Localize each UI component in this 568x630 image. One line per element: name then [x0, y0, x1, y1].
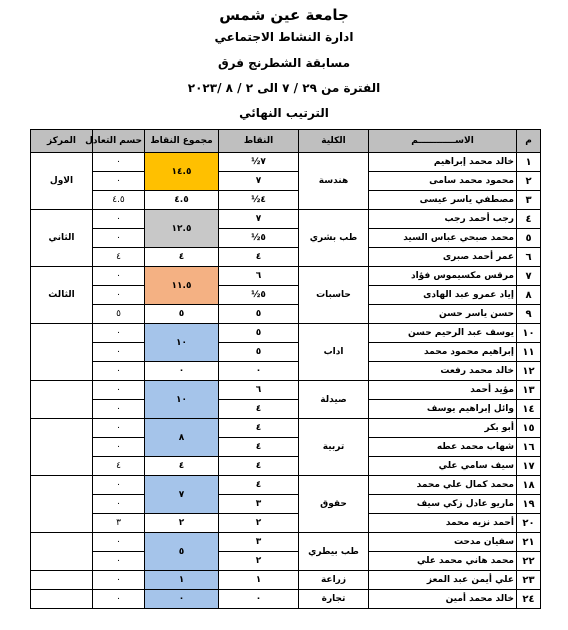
faculty-cell: طب بيطري — [299, 533, 369, 571]
col-tiebreak-header: حسم التعادل — [93, 130, 145, 153]
sub-total-cell: ٥ — [145, 305, 219, 324]
group-total-cell: ١٠ — [145, 381, 219, 419]
points-cell: ٦ — [219, 267, 299, 286]
player-name: خالد محمد رفعت — [369, 362, 517, 381]
faculty-cell: زراعة — [299, 571, 369, 590]
row-number: ٣ — [517, 191, 541, 210]
faculty-cell: طب بشري — [299, 210, 369, 267]
tiebreak-cell: ٤.٥ — [93, 191, 145, 210]
tiebreak-cell: ٠ — [93, 590, 145, 609]
points-cell: ٤ — [219, 400, 299, 419]
points-cell: ٤ — [219, 438, 299, 457]
row-number: ٥ — [517, 229, 541, 248]
tiebreak-cell: ٠ — [93, 476, 145, 495]
table-row — [31, 267, 541, 286]
faculty-cell: تجارة — [299, 590, 369, 609]
table-row — [31, 324, 541, 343]
sub-total-cell: ٤ — [145, 248, 219, 267]
row-number: ١٢ — [517, 362, 541, 381]
sub-total-cell: ٤.٥ — [145, 191, 219, 210]
table-row — [31, 552, 541, 571]
points-cell: ٥ — [219, 305, 299, 324]
tiebreak-cell: ٠ — [93, 267, 145, 286]
rank-cell — [31, 381, 93, 419]
col-rank-header: المركز — [31, 130, 93, 153]
row-number: ٢٣ — [517, 571, 541, 590]
points-cell: ٣ — [219, 495, 299, 514]
table-row — [31, 210, 541, 229]
rank-cell: الثاني — [31, 210, 93, 267]
player-name: محمد كمال علي محمد — [369, 476, 517, 495]
table-row — [31, 400, 541, 419]
points-cell: ٥½ — [219, 286, 299, 305]
rank-cell: الثالث — [31, 267, 93, 324]
results-body — [31, 153, 541, 609]
sub-total-cell: ٢ — [145, 514, 219, 533]
points-cell: ٤½ — [219, 191, 299, 210]
player-name: سفيان مدحت — [369, 533, 517, 552]
tiebreak-cell: ٠ — [93, 343, 145, 362]
player-name: مرقس مكسيموس فؤاد — [369, 267, 517, 286]
rank-cell — [31, 571, 93, 590]
group-total-cell: ١٢.٥ — [145, 210, 219, 248]
table-row — [31, 343, 541, 362]
tiebreak-cell: ٠ — [93, 438, 145, 457]
group-total-cell: ٠ — [145, 590, 219, 609]
table-row — [31, 438, 541, 457]
group-total-cell: ١٠ — [145, 324, 219, 362]
row-number: ١١ — [517, 343, 541, 362]
table-row — [31, 457, 541, 476]
row-number: ٤ — [517, 210, 541, 229]
player-name: إياد عمرو عبد الهادى — [369, 286, 517, 305]
points-cell: ٤ — [219, 248, 299, 267]
row-number: ٩ — [517, 305, 541, 324]
tiebreak-cell: ٠ — [93, 419, 145, 438]
table-row — [31, 248, 541, 267]
tiebreak-cell: ٠ — [93, 210, 145, 229]
col-num-header: م — [517, 130, 541, 153]
points-cell: ٣ — [219, 533, 299, 552]
player-name: أحمد نزيه محمد — [369, 514, 517, 533]
tiebreak-cell: ٠ — [93, 153, 145, 172]
tiebreak-cell: ٠ — [93, 286, 145, 305]
table-row — [31, 229, 541, 248]
player-name: أبو بكر — [369, 419, 517, 438]
row-number: ٢٠ — [517, 514, 541, 533]
rank-cell — [31, 476, 93, 533]
tiebreak-cell: ٠ — [93, 324, 145, 343]
faculty-cell: تربية — [299, 419, 369, 476]
player-name: رجب أحمد رجب — [369, 210, 517, 229]
table-row — [31, 571, 541, 590]
row-number: ٧ — [517, 267, 541, 286]
points-cell: ٥ — [219, 324, 299, 343]
table-row — [31, 419, 541, 438]
subtitle-text: الترتيب النهائي — [239, 106, 329, 120]
group-total-cell: ١١.٥ — [145, 267, 219, 305]
player-name: خالد محمد أمين — [369, 590, 517, 609]
table-row — [31, 153, 541, 172]
player-name: علي أيمن عبد المعز — [369, 571, 517, 590]
department-title: ادارة النشاط الاجتماعي — [214, 30, 354, 44]
row-number: ٢٢ — [517, 552, 541, 571]
faculty-cell: حقوق — [299, 476, 369, 533]
points-cell: ٠ — [219, 590, 299, 609]
points-cell: ٥ — [219, 343, 299, 362]
row-number: ١٧ — [517, 457, 541, 476]
col-points-header: النقاط — [219, 130, 299, 153]
col-total-header: مجموع النقاط — [145, 130, 219, 153]
player-name: خالد محمد إبراهيم — [369, 153, 517, 172]
tiebreak-cell: ٠ — [93, 533, 145, 552]
player-name: مصطفي ياسر عيسى — [369, 191, 517, 210]
player-name: سيف سامي علي — [369, 457, 517, 476]
points-cell: ٤ — [219, 419, 299, 438]
results-table — [30, 129, 541, 609]
player-name: عمر أحمد صبرى — [369, 248, 517, 267]
row-number: ١٣ — [517, 381, 541, 400]
player-name: وائل إبراهيم يوسف — [369, 400, 517, 419]
points-cell: ٧ — [219, 210, 299, 229]
row-number: ٦ — [517, 248, 541, 267]
player-name: يوسف عبد الرحيم حسن — [369, 324, 517, 343]
tiebreak-cell: ٠ — [93, 552, 145, 571]
points-cell: ٢ — [219, 552, 299, 571]
player-name: شهاب محمد عطه — [369, 438, 517, 457]
points-cell: ٠ — [219, 362, 299, 381]
table-row — [31, 305, 541, 324]
period-text: الفترة من ٢٩ / ٧ الى ٢ / ٨ /٢٠٢٣ — [187, 81, 381, 95]
row-number: ١٦ — [517, 438, 541, 457]
table-row — [31, 476, 541, 495]
row-number: ١٤ — [517, 400, 541, 419]
col-faculty-header: الكلية — [299, 130, 369, 153]
rank-cell — [31, 324, 93, 381]
group-total-cell: ٥ — [145, 533, 219, 571]
faculty-cell: حاسبات — [299, 267, 369, 324]
table-row — [31, 362, 541, 381]
points-cell: ٥½ — [219, 229, 299, 248]
table-row — [31, 286, 541, 305]
row-number: ٢٤ — [517, 590, 541, 609]
tiebreak-cell: ٠ — [93, 172, 145, 191]
row-number: ٢١ — [517, 533, 541, 552]
tiebreak-cell: ٠ — [93, 229, 145, 248]
player-name: محمد هاني محمد علي — [369, 552, 517, 571]
table-row — [31, 495, 541, 514]
row-number: ١ — [517, 153, 541, 172]
tiebreak-cell: ٠ — [93, 400, 145, 419]
sub-total-cell: ٤ — [145, 457, 219, 476]
tiebreak-cell: ٥ — [93, 305, 145, 324]
group-total-cell: ٧ — [145, 476, 219, 514]
row-number: ٨ — [517, 286, 541, 305]
col-name-header: الاســــــــــــم — [369, 130, 517, 153]
points-cell: ٧½ — [219, 153, 299, 172]
group-total-cell: ٨ — [145, 419, 219, 457]
player-name: حسن ياسر حسن — [369, 305, 517, 324]
faculty-cell: صيدلة — [299, 381, 369, 419]
player-name: إبراهيم محمود محمد — [369, 343, 517, 362]
table-row — [31, 381, 541, 400]
tiebreak-cell: ٠ — [93, 362, 145, 381]
tiebreak-cell: ٤ — [93, 248, 145, 267]
player-name: محمود محمد سامى — [369, 172, 517, 191]
points-cell: ١ — [219, 571, 299, 590]
table-row — [31, 590, 541, 609]
points-cell: ٧ — [219, 172, 299, 191]
tiebreak-cell: ٠ — [93, 381, 145, 400]
table-row — [31, 533, 541, 552]
points-cell: ٦ — [219, 381, 299, 400]
row-number: ١٩ — [517, 495, 541, 514]
table-row — [31, 191, 541, 210]
player-name: مؤيد أحمد — [369, 381, 517, 400]
rank-cell — [31, 590, 93, 609]
group-total-cell: ١ — [145, 571, 219, 590]
table-header-row — [31, 130, 541, 153]
sub-total-cell: ٠ — [145, 362, 219, 381]
row-number: ٢ — [517, 172, 541, 191]
rank-cell — [31, 419, 93, 476]
row-number: ١٨ — [517, 476, 541, 495]
player-name: محمد صبحي عباس السيد — [369, 229, 517, 248]
rank-cell: الاول — [31, 153, 93, 210]
faculty-cell: هندسة — [299, 153, 369, 210]
competition-title: مسابقة الشطرنج فرق — [217, 56, 351, 70]
table-row — [31, 172, 541, 191]
tiebreak-cell: ٠ — [93, 571, 145, 590]
row-number: ١٥ — [517, 419, 541, 438]
table-row — [31, 514, 541, 533]
row-number: ١٠ — [517, 324, 541, 343]
tiebreak-cell: ٤ — [93, 457, 145, 476]
points-cell: ٤ — [219, 457, 299, 476]
tiebreak-cell: ٣ — [93, 514, 145, 533]
group-total-cell: ١٤.٥ — [145, 153, 219, 191]
points-cell: ٢ — [219, 514, 299, 533]
player-name: ماريو عادل زكي سيف — [369, 495, 517, 514]
points-cell: ٤ — [219, 476, 299, 495]
rank-cell — [31, 533, 93, 571]
tiebreak-cell: ٠ — [93, 495, 145, 514]
university-title: جامعة عين شمس — [219, 6, 349, 24]
faculty-cell: اداب — [299, 324, 369, 381]
